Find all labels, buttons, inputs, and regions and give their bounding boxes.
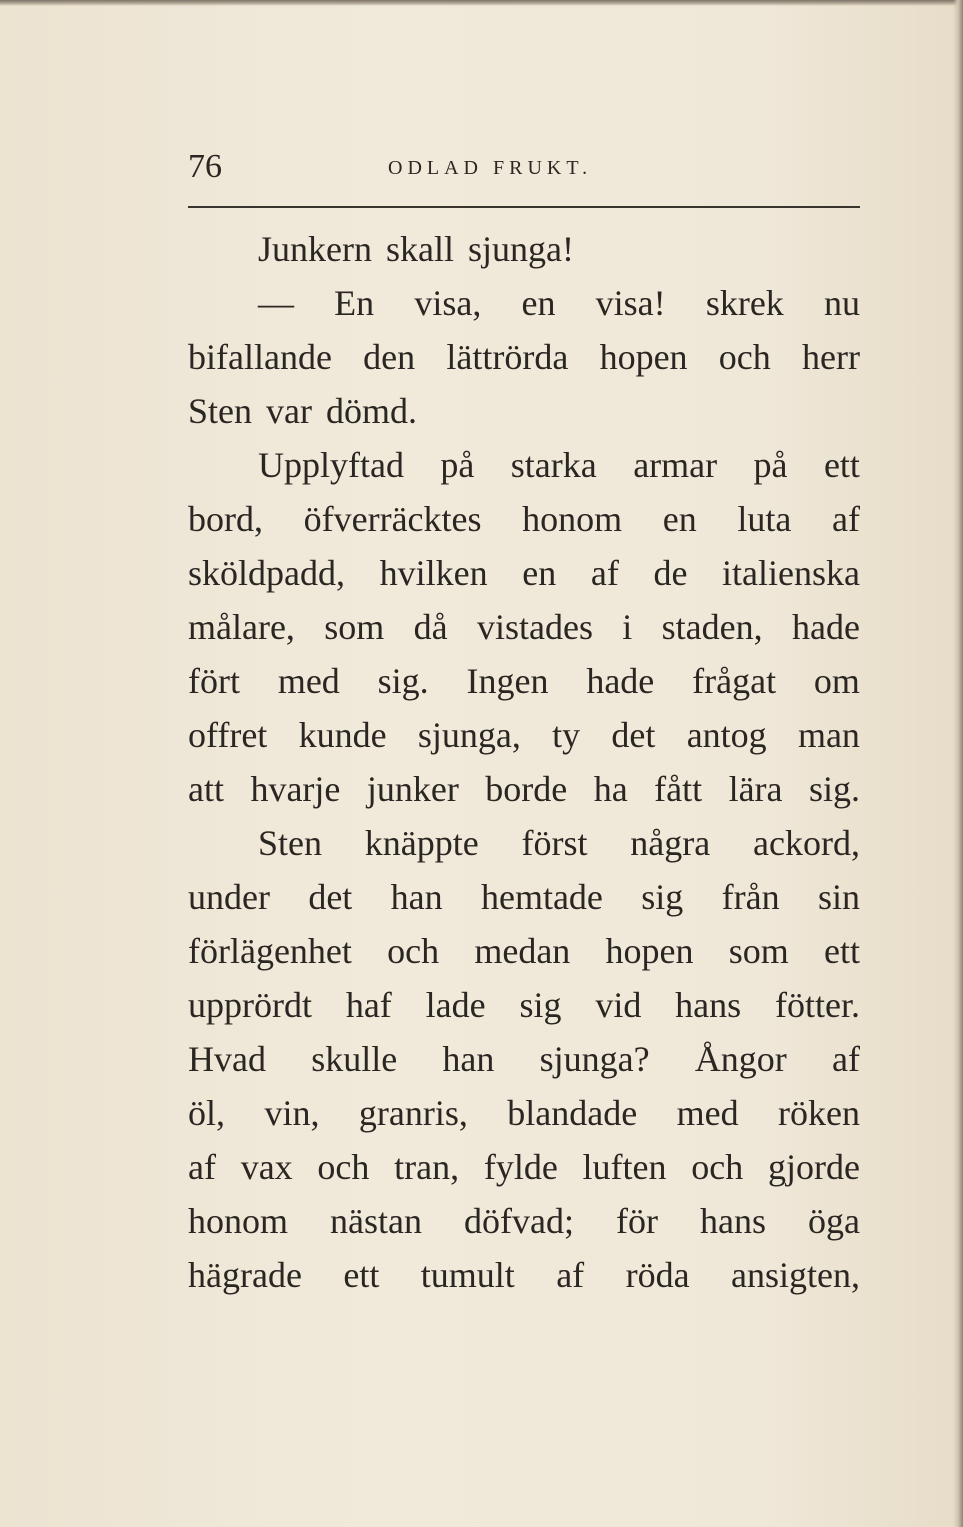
word: sig. (377, 661, 429, 701)
word: var (266, 391, 312, 431)
word: skrek (705, 283, 784, 323)
text-line (188, 492, 860, 546)
word: gjorde (767, 1147, 860, 1187)
word: målare, (188, 607, 295, 647)
text-line (188, 1140, 860, 1194)
word: tumult (420, 1255, 515, 1295)
text-line (188, 1194, 860, 1248)
word: bord, (188, 499, 263, 539)
word: dömd. (325, 391, 417, 431)
word: ackord, (753, 823, 860, 863)
word: hopen (605, 931, 694, 971)
text-line (188, 816, 860, 870)
word: ha (593, 769, 628, 809)
word: bifallande (188, 337, 332, 377)
word: och (718, 337, 771, 377)
word: öl, (188, 1093, 226, 1133)
word: öga (808, 1201, 860, 1241)
word: sjunga, (417, 715, 521, 755)
text-line (188, 222, 860, 276)
text-line (188, 546, 860, 600)
word: antog (686, 715, 767, 755)
page-top-edge (0, 0, 963, 6)
text-line (188, 762, 860, 816)
word: italienska (722, 553, 860, 593)
word: lättrörda (446, 337, 569, 377)
word: Sten (258, 823, 323, 863)
word: ett (823, 931, 860, 971)
word: hvilken (379, 553, 488, 593)
page-number: 76 (188, 148, 222, 185)
word: på (753, 445, 788, 485)
word: hägrade (188, 1255, 302, 1295)
text-line (188, 438, 860, 492)
word: sig. (808, 769, 860, 809)
text-line (188, 600, 860, 654)
word: med (676, 1093, 739, 1133)
word: Ingen (466, 661, 549, 701)
word: kunde (298, 715, 387, 755)
word: af (832, 499, 860, 539)
word: om (813, 661, 860, 701)
text-line (188, 1248, 860, 1302)
word: i (622, 607, 633, 647)
word: Hvad (188, 1039, 266, 1079)
word: det (611, 715, 656, 755)
word: med (277, 661, 340, 701)
text-line (188, 708, 860, 762)
word: som (324, 607, 385, 647)
word: röken (778, 1093, 860, 1133)
word: nu (823, 283, 860, 323)
text-line (188, 1032, 860, 1086)
word: frågat (692, 661, 777, 701)
body-text (188, 222, 860, 1302)
word: sig (641, 877, 684, 917)
word: sig (519, 985, 562, 1025)
word: En (334, 283, 375, 323)
word: armar (633, 445, 718, 485)
word: honom (188, 1201, 289, 1241)
word: luta (737, 499, 792, 539)
page-header (188, 144, 860, 190)
word: och (691, 1147, 744, 1187)
text-line (188, 978, 860, 1032)
word: upprördt (188, 985, 312, 1025)
word: röda (625, 1255, 690, 1295)
word: först (521, 823, 588, 863)
word: de (653, 553, 688, 593)
word: att (188, 769, 224, 809)
word: ett (343, 1255, 380, 1295)
word: fört (188, 661, 240, 701)
word: hade (586, 661, 655, 701)
word: honom (522, 499, 623, 539)
text-line (188, 654, 860, 708)
word: blandade (507, 1093, 638, 1133)
word: knäppte (364, 823, 479, 863)
word: Upplyftad (258, 445, 404, 485)
word: sjunga! (467, 229, 574, 269)
word: hvarje (250, 769, 341, 809)
word: haf (345, 985, 392, 1025)
word: Ångor (694, 1039, 787, 1079)
word: det (308, 877, 353, 917)
text-line (188, 276, 860, 330)
word: af (590, 553, 619, 593)
header-rule (188, 206, 860, 208)
word: några (630, 823, 711, 863)
word: hans (675, 985, 742, 1025)
word: lära (728, 769, 783, 809)
text-line (188, 330, 860, 384)
word: en (522, 553, 557, 593)
word: staden, (661, 607, 763, 647)
word: och (317, 1147, 370, 1187)
word: af (556, 1255, 585, 1295)
word: borde (485, 769, 568, 809)
word: från (721, 877, 780, 917)
word: vid (595, 985, 642, 1025)
page-right-edge (953, 0, 963, 1527)
word: vax (240, 1147, 293, 1187)
word: fått (654, 769, 703, 809)
word: visa! (595, 283, 666, 323)
word: på (440, 445, 475, 485)
word: Junkern (258, 229, 372, 269)
word: herr (802, 337, 860, 377)
word: luften (582, 1147, 667, 1187)
word: skall (385, 229, 454, 269)
word: Sten (188, 391, 253, 431)
running-title: ODLAD FRUKT. (388, 157, 593, 179)
word: under (188, 877, 270, 917)
text-line (188, 1086, 860, 1140)
word: den (363, 337, 416, 377)
word: för (616, 1201, 658, 1241)
word: visa, (414, 283, 482, 323)
word: ansigten, (730, 1255, 860, 1295)
word: ett (823, 445, 860, 485)
text-line (188, 870, 860, 924)
word: af (188, 1147, 216, 1187)
word: tran, (394, 1147, 460, 1187)
word: hopen (599, 337, 688, 377)
word: förlägenhet (188, 931, 352, 971)
word: sköldpadd, (188, 553, 345, 593)
word: sin (817, 877, 860, 917)
word: en (521, 283, 556, 323)
word: granris, (358, 1093, 468, 1133)
word: offret (188, 715, 268, 755)
text-line (188, 924, 860, 978)
word: fylde (483, 1147, 558, 1187)
word: hans (700, 1201, 766, 1241)
word: nästan (330, 1201, 422, 1241)
word: medan (474, 931, 571, 971)
word: sjunga? (539, 1039, 650, 1079)
word: ty (552, 715, 581, 755)
word: hade (791, 607, 860, 647)
word: öfverräcktes (303, 499, 482, 539)
word: fötter. (775, 985, 860, 1025)
text-line (188, 384, 860, 438)
word: hemtade (480, 877, 603, 917)
word: af (832, 1039, 860, 1079)
word: — (258, 283, 294, 323)
word: vin, (264, 1093, 320, 1133)
word: och (387, 931, 440, 971)
word: vistades (476, 607, 593, 647)
word: då (413, 607, 448, 647)
word: skulle (311, 1039, 398, 1079)
word: som (728, 931, 789, 971)
word: en (662, 499, 697, 539)
word: junker (366, 769, 459, 809)
word: han (390, 877, 443, 917)
word: starka (510, 445, 597, 485)
word: han (442, 1039, 495, 1079)
word: lade (425, 985, 486, 1025)
word: döfvad; (464, 1201, 574, 1241)
word: man (797, 715, 860, 755)
